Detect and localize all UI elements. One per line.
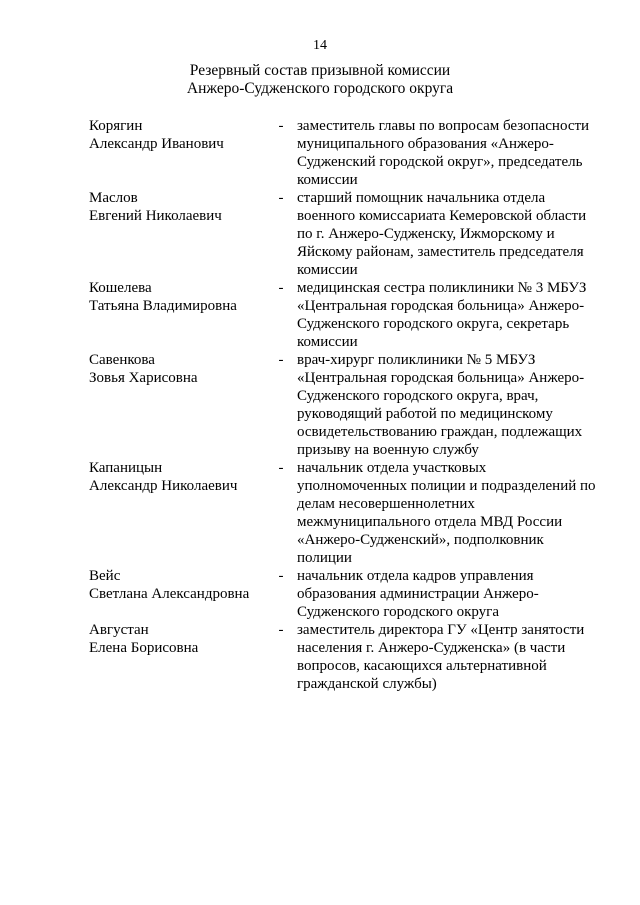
member-description: медицинская сестра поликлиники № 3 МБУЗ «Центральная городская больница» Анжеро-Судженского городского округа, секретарь комиссии bbox=[297, 280, 587, 350]
member-given-names: Светлана Александровна bbox=[89, 586, 250, 602]
member-description: старший помощник начальника отдела военного комиссариата Кемеровской области по г. Анжеро-Судженску, Ижморскому и Яйскому районам, заместитель председателя комиссии bbox=[297, 190, 587, 278]
member-name bbox=[89, 279, 279, 315]
document-title-line-2: Анжеро-Судженского городского округа bbox=[186, 80, 454, 97]
member-surname: Маслов bbox=[89, 190, 138, 206]
member-given-names: Зовья Харисовна bbox=[89, 370, 198, 386]
member-description: заместитель главы по вопросам безопасности муниципального образования «Анжеро-Судженский городской округ», председатель комиссии bbox=[297, 118, 590, 188]
member-entry-avgustan bbox=[0, 621, 640, 693]
member-description: врач-хирург поликлиники № 5 МБУЗ «Центральная городская больница» Анжеро-Судженского городского округа, врач, руководящий работой по медицинскому освидетельствованию граждан, подлежащих призыву на военную службу bbox=[297, 352, 585, 458]
member-given-names: Татьяна Владимировна bbox=[89, 298, 237, 314]
member-dash: - bbox=[278, 460, 284, 476]
member-dash: - bbox=[278, 622, 284, 638]
page-number: 14 bbox=[313, 38, 327, 53]
member-name bbox=[89, 621, 279, 657]
member-entry-koryagin bbox=[0, 117, 640, 189]
member-surname: Капаницын bbox=[89, 460, 163, 476]
document-title bbox=[0, 62, 640, 98]
member-name bbox=[89, 567, 279, 603]
member-name bbox=[89, 459, 279, 495]
member-given-names: Александр Иванович bbox=[89, 136, 224, 152]
member-surname: Августан bbox=[89, 622, 149, 638]
member-surname: Кошелева bbox=[89, 280, 152, 296]
member-surname: Вейс bbox=[89, 568, 121, 584]
member-name bbox=[89, 351, 279, 387]
member-dash: - bbox=[278, 568, 284, 584]
member-dash: - bbox=[278, 352, 284, 368]
member-entry-savenkova bbox=[0, 351, 640, 459]
member-entry-maslov bbox=[0, 189, 640, 279]
member-description: начальник отдела участковых уполномоченных полиции и подразделений по делам несовершеннолетних межмуниципального отдела МВД России «Анжеро-Судженский», подполковник полиции bbox=[297, 460, 596, 566]
member-given-names: Александр Николаевич bbox=[89, 478, 238, 494]
member-entry-kosheleva bbox=[0, 279, 640, 351]
member-given-names: Елена Борисовна bbox=[89, 640, 199, 656]
document-title-line-1: Резервный состав призывной комиссии bbox=[189, 62, 451, 79]
member-name bbox=[89, 189, 279, 225]
commission-members-list bbox=[0, 117, 640, 693]
member-dash: - bbox=[278, 280, 284, 296]
member-given-names: Евгений Николаевич bbox=[89, 208, 222, 224]
member-entry-veys bbox=[0, 567, 640, 621]
member-description: начальник отдела кадров управления образования администрации Анжеро-Судженского городского округа bbox=[297, 568, 539, 620]
member-surname: Савенкова bbox=[89, 352, 155, 368]
member-name bbox=[89, 117, 279, 153]
member-surname: Корягин bbox=[89, 118, 143, 134]
member-entry-kapanitsyn bbox=[0, 459, 640, 567]
member-dash: - bbox=[278, 190, 284, 206]
member-dash: - bbox=[278, 118, 284, 134]
member-description: заместитель директора ГУ «Центр занятости населения г. Анжеро-Судженска» (в части вопросов, касающихся альтернативной гражданской службы) bbox=[297, 622, 585, 692]
